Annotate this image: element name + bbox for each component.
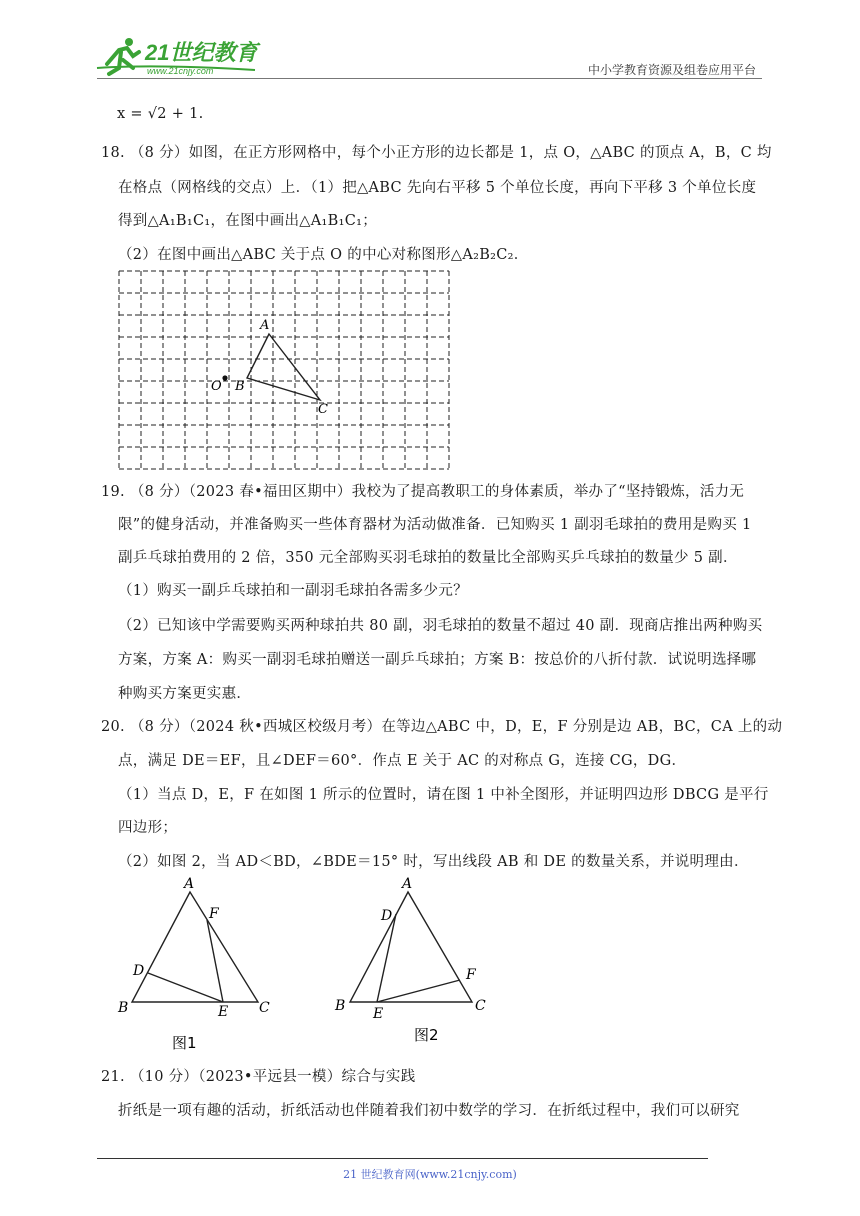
- header-divider: [97, 78, 762, 79]
- triangle-abc: [247, 334, 320, 400]
- fig2-label-d: D: [381, 908, 393, 924]
- answer-line: x = √2 + 1.: [117, 106, 204, 122]
- q20-line-1: 20. （8 分）（2024 秋•西城区校级月考）在等边△ABC 中，D，E，F 分别是边 AB，BC，CA 上的动: [101, 719, 783, 735]
- platform-label: 中小学教育资源及组卷应用平台: [587, 63, 756, 77]
- fig1-caption: 图1: [172, 1034, 197, 1052]
- fig2-triangle: [350, 892, 472, 1002]
- figure-1: [110, 872, 280, 1052]
- q19-line-1: 19. （8 分）（2023 春•福田区期中）我校为了提高教职工的身体素质，举办了“坚持锻炼，活力无: [101, 484, 745, 500]
- fig2-label-b: B: [335, 998, 346, 1014]
- fig2-label-c: C: [475, 998, 486, 1014]
- logo-url: www.21cnjy.com: [147, 66, 214, 76]
- fig1-label-d: D: [133, 963, 145, 979]
- figure-2: [330, 872, 500, 1052]
- fig1-label-f: F: [209, 906, 219, 922]
- q21-line-1: 21. （10 分）（2023•平远县一模）综合与实践: [101, 1069, 416, 1085]
- point-o: [222, 375, 227, 380]
- fig1-label-e: E: [218, 1004, 229, 1020]
- q20-line-3: （1）当点 D，E，F 在如图 1 所示的位置时，请在图 1 中补全图形，并证明四边形 DBCG 是平行: [118, 787, 769, 803]
- label-b: B: [235, 379, 245, 394]
- footer-site: 21 世纪教育网(www.21cnjy.com): [343, 1168, 517, 1181]
- grid-figure: [116, 268, 452, 470]
- label-c: C: [318, 402, 328, 417]
- q18-line-2: 在格点（网格线的交点）上．（1）把△ABC 先向右平移 5 个单位长度，再向下平移 3 个单位长度: [118, 180, 757, 196]
- fig2-caption: 图2: [414, 1026, 439, 1044]
- q19-line-2: 限”的健身活动，并准备购买一些体育器材为活动做准备．已知购买 1 副羽毛球拍的费用是购买 1: [118, 517, 752, 533]
- fig2-label-a: A: [402, 876, 413, 892]
- q19-line-4: （1）购买一副乒乓球拍和一副羽毛球拍各需多少元？: [118, 583, 468, 599]
- q21-line-2: 折纸是一项有趣的活动，折纸活动也伴随着我们初中数学的学习．在折纸过程中，我们可以研究: [118, 1103, 740, 1119]
- logo-text: 21世纪教育: [145, 40, 258, 65]
- fig2-label-e: E: [373, 1006, 384, 1022]
- q20-line-5: （2）如图 2，当 AD＜BD，∠BDE＝15° 时，写出线段 AB 和 DE 的数量关系，并说明理由．: [118, 854, 749, 870]
- label-a: A: [260, 318, 270, 333]
- q18-line-3: 得到△A₁B₁C₁，在图中画出△A₁B₁C₁；: [118, 213, 378, 229]
- fig1-label-a: A: [184, 876, 195, 892]
- q19-line-6: 方案，方案 A：购买一副羽毛球拍赠送一副乒乓球拍；方案 B：按总价的八折付款．试说明选择哪: [118, 652, 757, 668]
- q20-line-4: 四边形；: [118, 820, 178, 836]
- q19-line-7: 种购买方案更实惠．: [118, 686, 252, 702]
- fig1-triangle: [132, 892, 258, 1002]
- q20-line-2: 点，满足 DE＝EF，且∠DEF＝60°．作点 E 关于 AC 的对称点 G，连接 CG，DG．: [118, 753, 687, 769]
- q18-line-4: （2）在图中画出△ABC 关于点 O 的中心对称图形△A₂B₂C₂．: [118, 247, 529, 263]
- q19-line-3: 副乒乓球拍费用的 2 倍，350 元全部购买羽毛球拍的数量比全部购买乒乓球拍的数量少 5 副．: [118, 550, 738, 566]
- label-o: O: [211, 379, 222, 394]
- q18-line-1: 18. （8 分）如图，在正方形网格中，每个小正方形的边长都是 1，点 O，△ABC 的顶点 A，B，C 均: [101, 145, 772, 161]
- footer-divider: [97, 1158, 708, 1159]
- site-logo: [95, 34, 265, 80]
- q19-line-5: （2）已知该中学需要购买两种球拍共 80 副，羽毛球拍的数量不超过 40 副．现商店推出两种购买: [118, 618, 763, 634]
- fig2-label-f: F: [466, 967, 476, 983]
- fig1-label-c: C: [259, 1000, 270, 1016]
- fig1-label-b: B: [118, 1000, 129, 1016]
